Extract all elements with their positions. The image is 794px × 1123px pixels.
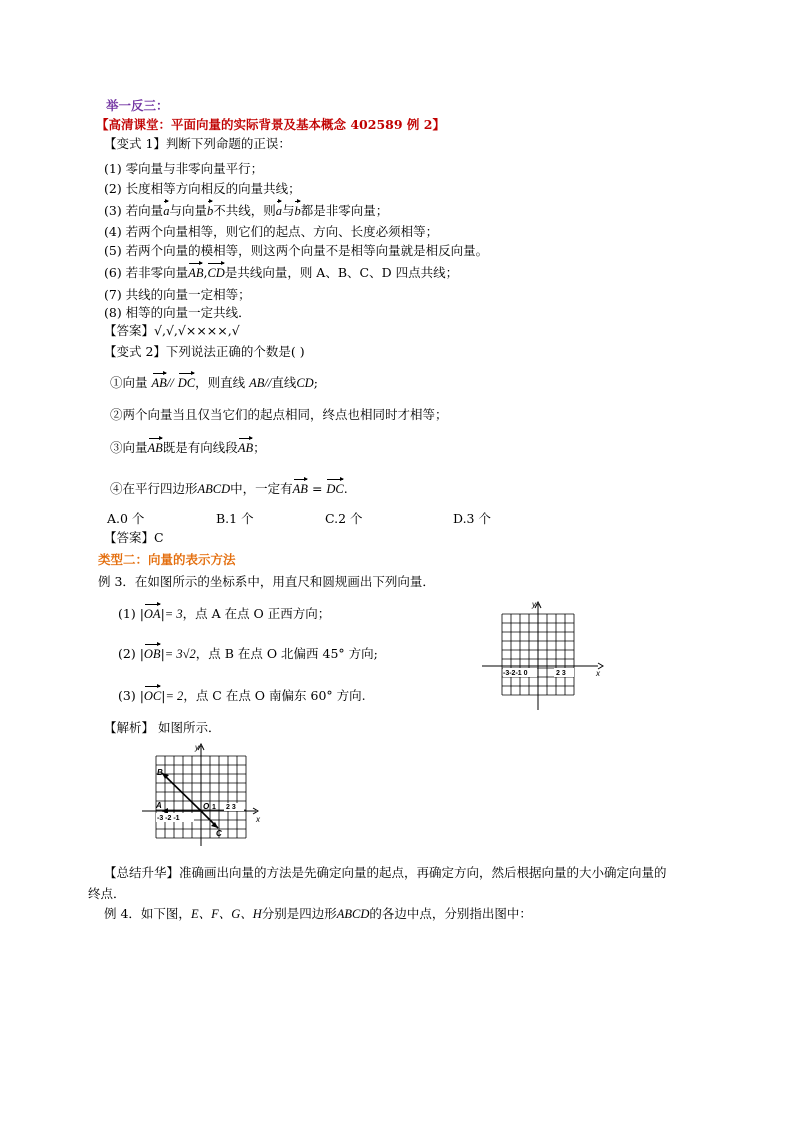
- g2-tick-1: 1: [212, 804, 216, 811]
- vector-a-2: a: [275, 204, 282, 218]
- summary-line-1: 【总结升华】准确画出向量的方法是先确定向量的起点，再确定方向，然后根据向量的大小确定向量的: [104, 865, 667, 880]
- v2-s1-pre: ①向量: [110, 375, 148, 390]
- g2-x-label: x: [256, 815, 260, 824]
- v1-item-5: (5) 若两个向量的模相等，则这两个向量不是相等向量就是相反向量。: [104, 243, 489, 258]
- v2-s4-pre: ④在平行四边形: [110, 481, 198, 496]
- ex3-item-1: (1) |OA|= 3，点 A 在点 O 正西方向；: [118, 606, 331, 621]
- ex3-i3-post: ，点 C 在点 O 南偏东 60° 方向.: [183, 688, 366, 703]
- example4-line: [104, 906, 532, 922]
- g2-y-label: y: [195, 743, 199, 752]
- summary-line-2: 终点．: [88, 886, 126, 901]
- vector-DC: DC: [326, 482, 344, 496]
- g2-point-B: B: [157, 768, 163, 777]
- v2-statement-4: [110, 481, 348, 497]
- v2-s1-mid: 直线: [271, 375, 297, 390]
- vector-OB: OB: [143, 647, 161, 661]
- vector-b: b: [206, 204, 214, 218]
- vector-AB: AB: [188, 266, 204, 280]
- variant1-title: 【变式 1】判断下列命题的正误：: [104, 136, 291, 151]
- g1-neg-ticks: -3-2-1 0: [503, 670, 528, 677]
- v2-statement-1: [110, 375, 318, 391]
- ex4-end: 的各边中点，分别指出图中：: [369, 906, 532, 921]
- g1-pos-ticks: 2 3: [556, 670, 566, 677]
- parallel-sign: //: [166, 376, 174, 390]
- ex3-i2-num: (2): [118, 646, 136, 661]
- v2-s3-mid: 既是有向线段: [162, 440, 238, 455]
- g2-origin-label: O: [203, 802, 210, 811]
- v2-s1-post: ，则直线: [195, 375, 246, 390]
- v1-item-3-end: 都是非零向量；: [300, 203, 389, 218]
- g2-point-A: A: [156, 801, 162, 810]
- v2-s3-end: ；: [253, 440, 266, 455]
- ex3-i1-num: (1): [118, 606, 136, 621]
- v2-s1-end: ;: [313, 375, 318, 390]
- segment-AB: AB: [237, 441, 254, 455]
- g2-point-C: C: [216, 829, 222, 838]
- v1-item-8: (8) 相等的向量一定共线．: [104, 305, 251, 320]
- v1-item-6-end: 是共线向量，则 A、B、C、D 四点共线；: [224, 265, 459, 280]
- ex3-i3-eq: = 2: [165, 689, 184, 703]
- example3-title: 例 3．在如图所示的坐标系中，用直尺和圆规画出下列向量．: [98, 574, 435, 589]
- option-A: A.0 个: [107, 511, 145, 526]
- type2-heading: 类型二：向量的表示方法: [98, 552, 236, 567]
- ex4-quad: ABCD: [336, 907, 370, 921]
- option-D: D.3 个: [453, 511, 491, 526]
- coordinate-grid-1: [480, 598, 606, 714]
- ex3-i2-eq: = 3√2: [164, 647, 196, 661]
- ex3-i2-post: ，点 B 在点 O 北偏西 45° 方向;: [195, 646, 378, 661]
- ex3-i1-eq: = 3: [164, 607, 183, 621]
- vector-CD: CD: [207, 266, 225, 280]
- v1-item-6: [104, 265, 458, 281]
- option-B: B.1 个: [216, 511, 254, 526]
- v2-s3-pre: ③向量: [110, 440, 148, 455]
- v1-item-3-mid: 与向量: [169, 203, 207, 218]
- v1-item-7: (7) 共线的向量一定相等；: [104, 287, 251, 302]
- ex4-pre: 例 4．如下图，: [104, 906, 191, 921]
- vector-AB: AB: [151, 376, 167, 390]
- g2-neg-ticks: -3 -2 -1: [157, 815, 180, 822]
- ex3-i1-post: ，点 A 在点 O 正西方向；: [182, 606, 331, 621]
- option-C: C.2 个: [325, 511, 363, 526]
- line-CD: CD: [296, 376, 314, 390]
- v1-item-1: (1) 零向量与非零向量平行；: [104, 161, 264, 176]
- parallel-sign-2: //: [264, 376, 272, 390]
- parallelogram-ABCD: ABCD: [197, 482, 231, 496]
- line-AB: AB: [249, 376, 265, 390]
- heading-gaoqing: 【高清课堂：平面向量的实际背景及基本概念 402589 例 2】: [96, 117, 445, 132]
- v1-item-4: (4) 若两个向量相等，则它们的起点、方向、长度必须相等；: [104, 224, 439, 239]
- ex3-item-2: (2) |OB|= 3√2，点 B 在点 O 北偏西 45° 方向;: [118, 646, 378, 661]
- vector-AB: AB: [292, 482, 308, 496]
- v1-item-3-mid3: 与: [281, 203, 295, 218]
- vector-b-2: b: [294, 204, 301, 218]
- ex4-mid: 分别是四边形: [261, 906, 337, 921]
- ex3-item-3: (3) |OC|= 2，点 C 在点 O 南偏东 60° 方向.: [118, 688, 366, 703]
- v2-s4-mid: 中，一定有: [230, 481, 293, 496]
- ex3-i3-num: (3): [118, 688, 136, 703]
- v1-item-6-pre: (6) 若非零向量: [104, 265, 189, 280]
- v1-item-2: (2) 长度相等方向相反的向量共线；: [104, 181, 301, 196]
- v2-statement-3: [110, 440, 266, 456]
- vector-OC: OC: [143, 689, 162, 703]
- coordinate-grid-2: [140, 740, 270, 850]
- v1-item-3-pre: (3) 若向量: [104, 203, 164, 218]
- g2-pos-ticks: 2 3: [226, 804, 236, 811]
- v1-item-3: [104, 203, 388, 219]
- variant2-title: 【变式 2】下列说法正确的个数是( ): [104, 344, 305, 359]
- v1-answer: 【答案】√,√,√××××,√: [104, 323, 240, 338]
- v2-s4-end: .: [343, 481, 348, 496]
- g1-y-label: y: [532, 600, 536, 609]
- v2-answer: 【答案】C: [104, 530, 164, 545]
- g1-x-label: x: [596, 669, 600, 678]
- v2-statement-2: ②两个向量当且仅当它们的起点相同，终点也相同时才相等；: [110, 407, 448, 422]
- equals-sign: =: [311, 481, 323, 496]
- vector-OA: OA: [143, 607, 161, 621]
- heading-juyi: 举一反三：: [106, 98, 169, 113]
- comma: ,: [203, 265, 208, 280]
- analysis-line: 【解析】 如图所示．: [104, 720, 221, 735]
- ex4-points: E、F、G、H: [190, 907, 262, 921]
- vector-a: a: [163, 204, 170, 218]
- v1-item-3-mid2: 不共线，则: [213, 203, 276, 218]
- vector-AB: AB: [147, 441, 163, 455]
- vector-DC: DC: [177, 376, 196, 390]
